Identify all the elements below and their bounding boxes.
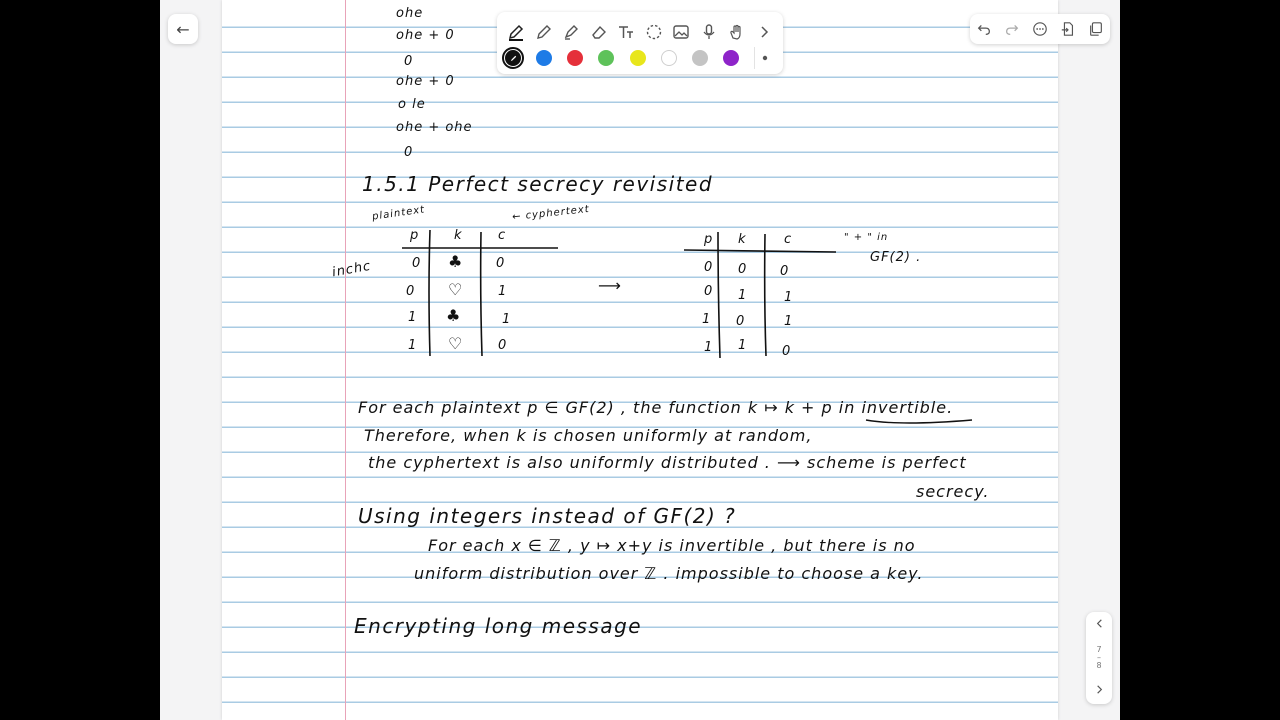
scratch-line-1: ohe [396,6,424,21]
table2-c-3: 1 [784,314,794,329]
chevron-right-icon[interactable] [753,21,775,43]
table1-c-2: 1 [498,284,508,299]
lasso-icon[interactable] [643,21,665,43]
pen-icon[interactable] [505,21,527,43]
label-inchc: inchc [330,258,373,281]
table1-k-2: ♡ [448,280,464,299]
table1-p-2: 0 [406,284,416,299]
heading-integers: Using integers instead of GF(2) ? [358,504,737,528]
gf-note-2: GF(2) . [870,250,922,265]
table1-k-3: ♣ [446,306,462,325]
microphone-icon[interactable] [698,21,720,43]
copy-icon[interactable] [1085,18,1107,40]
text-icon[interactable] [615,21,637,43]
para2-line1: For each x ∈ ℤ , y ↦ x+y is invertible , but there is no [428,536,916,555]
table2-p-4: 1 [704,340,714,355]
label-plaintext: plaintext [371,204,426,223]
export-icon[interactable] [1057,18,1079,40]
scratch-line-5: o le [398,97,426,112]
table1-header-k: k [454,228,463,243]
heading-perfect-secrecy: 1.5.1 Perfect secrecy revisited [362,172,714,196]
gf-note-1: " + " in [844,232,889,243]
table1-col-rule-1 [429,230,430,356]
tool-row [505,18,775,46]
color-swatch-gray[interactable] [692,50,708,66]
chevron-down-icon[interactable] [1094,684,1105,698]
table1-k-4: ♡ [448,334,464,353]
para1-line4: secrecy. [916,482,990,501]
table1-col-rule-2 [481,232,482,356]
color-swatch-red[interactable] [567,50,583,66]
para2-line2: uniform distribution over ℤ . impossible to choose a key. [414,564,924,583]
table1-c-1: 0 [496,256,506,271]
undo-icon[interactable] [973,18,995,40]
table2-col-rule-2 [765,234,766,356]
color-swatch-green[interactable] [598,50,614,66]
table1-k-1: ♣ [448,252,464,271]
heading-encrypting-long-message: Encrypting long message [354,614,643,638]
scratch-line-6: ohe + ohe [396,120,473,135]
table2-p-2: 0 [704,284,714,299]
table1-header-p: p [410,228,420,243]
para1-line1: For each plaintext p ∈ GF(2) , the function k ↦ k + p in invertible. [358,398,954,417]
highlighter-icon[interactable] [560,21,582,43]
image-icon[interactable] [670,21,692,43]
table1-c-4: 0 [498,338,508,353]
table2-k-3: 0 [736,314,746,329]
table2-header-p: p [704,232,714,247]
table2-k-1: 0 [738,262,748,277]
table2-c-1: 0 [780,264,790,279]
color-swatch-white[interactable] [661,50,677,66]
scratch-line-4: ohe + 0 [396,74,455,89]
table2-k-4: 1 [738,338,748,353]
table1-p-3: 1 [408,310,418,325]
more-icon[interactable] [1029,18,1051,40]
back-button[interactable] [168,14,198,44]
table2-p-3: 1 [702,312,712,327]
table1-p-1: 0 [412,256,422,271]
eraser-icon[interactable] [588,21,610,43]
arrow-left-icon: ← [176,19,190,39]
chevron-up-icon[interactable] [1094,618,1105,632]
color-row [505,46,775,70]
color-swatch-purple[interactable] [723,50,739,66]
page-navigator [1086,612,1112,704]
para1-line2: Therefore, when k is chosen uniformly at random, [364,426,813,445]
total-pages: 8 [1096,661,1102,670]
table2-p-1: 0 [704,260,714,275]
table2-header-c: c [784,232,793,247]
label-cyphertext: ← cyphertext [511,203,591,224]
current-page: 7 [1096,645,1102,654]
redo-icon[interactable] [1001,18,1023,40]
drawing-toolbar [497,12,783,74]
scratch-line-2: ohe + 0 [396,28,455,43]
table2-header-k: k [738,232,747,247]
color-swatch-black[interactable] [505,50,521,66]
scratch-line-7: 0 [404,145,414,160]
mapping-arrow: ⟶ [598,276,622,295]
color-swatch-blue[interactable] [536,50,552,66]
color-swatch-yellow[interactable] [630,50,646,66]
invertible-underline [866,420,972,423]
table1-header-c: c [498,228,507,243]
hand-icon[interactable] [725,21,747,43]
page-separator: – [1097,653,1101,662]
notes-app [160,0,1120,720]
stroke-size-icon[interactable] [754,47,775,69]
document-actions [970,14,1110,44]
scratch-line-3: 0 [404,54,414,69]
page-indicator [1096,645,1101,671]
table1-p-4: 1 [408,338,418,353]
table2-header-rule [684,250,836,252]
table1-c-3: 1 [502,312,512,327]
pencil-icon[interactable] [533,21,555,43]
table2-k-2: 1 [738,288,748,303]
para1-line3: the cyphertext is also uniformly distributed . ⟶ scheme is perfect [368,453,967,472]
table2-c-2: 1 [784,290,794,305]
ink-strokes [160,0,1120,720]
table2-c-4: 0 [782,344,792,359]
